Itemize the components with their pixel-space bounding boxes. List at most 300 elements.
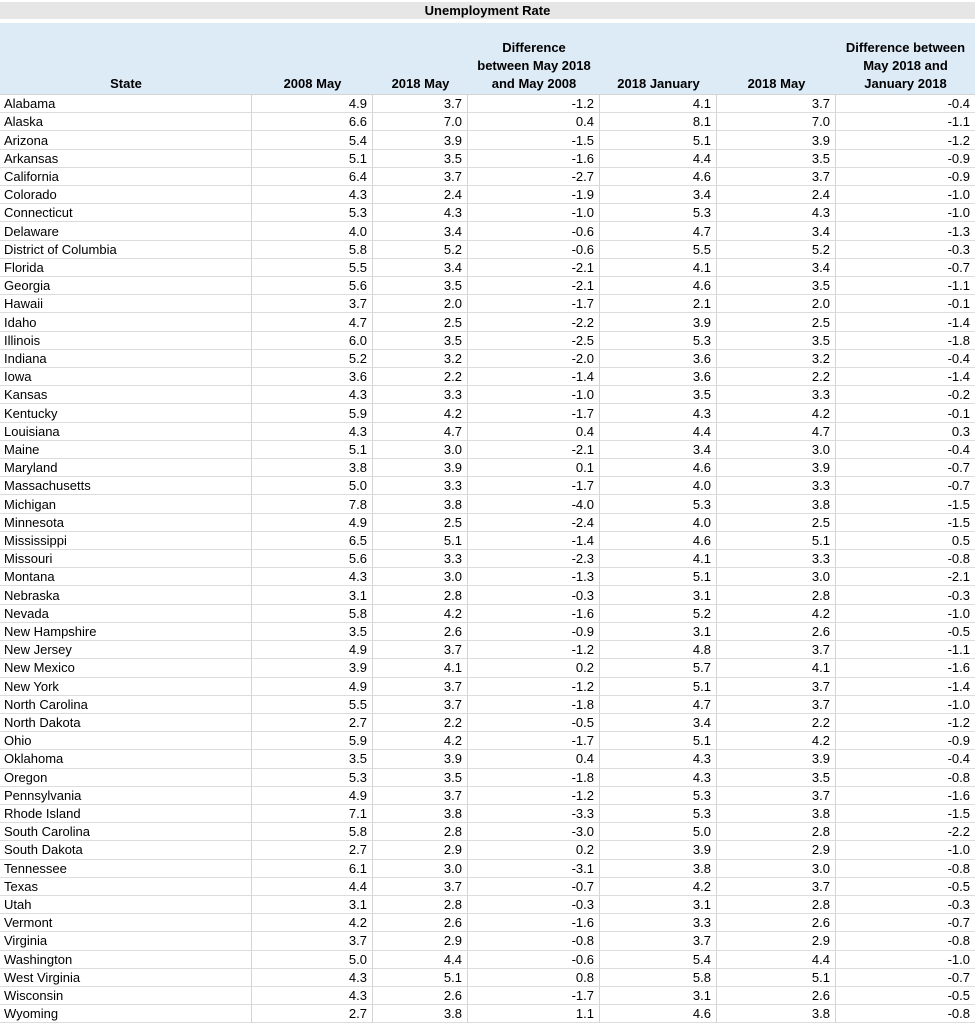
cell-value[interactable]: 3.9 — [600, 841, 717, 859]
cell-value[interactable]: -0.4 — [836, 750, 975, 768]
cell-value[interactable]: 5.3 — [252, 769, 373, 787]
cell-state[interactable]: California — [0, 168, 252, 186]
cell-value[interactable]: 3.9 — [373, 459, 468, 477]
cell-value[interactable]: 4.2 — [252, 914, 373, 932]
cell-value[interactable]: -0.7 — [836, 914, 975, 932]
cell-value[interactable]: -0.9 — [836, 168, 975, 186]
cell-value[interactable]: 2.2 — [717, 368, 836, 386]
cell-value[interactable]: -0.7 — [836, 459, 975, 477]
cell-state[interactable]: Maine — [0, 441, 252, 459]
cell-value[interactable]: 2.5 — [717, 313, 836, 331]
cell-value[interactable]: -0.5 — [836, 623, 975, 641]
cell-value[interactable]: 3.4 — [600, 714, 717, 732]
cell-value[interactable]: -0.7 — [468, 878, 600, 896]
cell-value[interactable]: -2.3 — [468, 550, 600, 568]
cell-value[interactable]: -1.6 — [468, 605, 600, 623]
cell-value[interactable]: -1.0 — [836, 204, 975, 222]
cell-value[interactable]: 3.7 — [717, 641, 836, 659]
cell-value[interactable]: -1.2 — [468, 95, 600, 113]
cell-value[interactable]: 3.8 — [373, 805, 468, 823]
cell-value[interactable]: 3.3 — [717, 477, 836, 495]
cell-value[interactable]: 2.2 — [373, 714, 468, 732]
cell-value[interactable]: 3.1 — [600, 896, 717, 914]
cell-value[interactable]: 2.5 — [717, 514, 836, 532]
cell-value[interactable]: 3.9 — [717, 750, 836, 768]
cell-state[interactable]: Rhode Island — [0, 805, 252, 823]
cell-value[interactable]: 4.3 — [717, 204, 836, 222]
cell-value[interactable]: 3.4 — [373, 259, 468, 277]
cell-state[interactable]: Arkansas — [0, 150, 252, 168]
cell-value[interactable]: 2.7 — [252, 714, 373, 732]
cell-value[interactable]: 2.0 — [373, 295, 468, 313]
cell-value[interactable]: 4.8 — [600, 641, 717, 659]
cell-value[interactable]: -2.1 — [468, 441, 600, 459]
cell-value[interactable]: 0.3 — [836, 423, 975, 441]
cell-value[interactable]: -0.8 — [468, 932, 600, 950]
cell-value[interactable]: 4.6 — [600, 459, 717, 477]
cell-state[interactable]: Vermont — [0, 914, 252, 932]
cell-value[interactable]: 0.8 — [468, 969, 600, 987]
cell-value[interactable]: -0.1 — [836, 295, 975, 313]
cell-value[interactable]: 2.9 — [717, 932, 836, 950]
cell-value[interactable]: 5.5 — [600, 241, 717, 259]
cell-value[interactable]: 0.2 — [468, 659, 600, 677]
cell-value[interactable]: -1.2 — [468, 678, 600, 696]
cell-state[interactable]: Iowa — [0, 368, 252, 386]
cell-value[interactable]: -1.6 — [836, 787, 975, 805]
cell-value[interactable]: 4.3 — [252, 386, 373, 404]
cell-value[interactable]: 3.0 — [717, 860, 836, 878]
cell-value[interactable]: -0.3 — [468, 586, 600, 604]
cell-value[interactable]: 3.9 — [600, 313, 717, 331]
cell-value[interactable]: -1.7 — [468, 732, 600, 750]
cell-value[interactable]: 4.7 — [600, 696, 717, 714]
cell-value[interactable]: 3.5 — [717, 277, 836, 295]
cell-value[interactable]: 5.1 — [600, 131, 717, 149]
cell-value[interactable]: -1.0 — [836, 605, 975, 623]
cell-state[interactable]: South Carolina — [0, 823, 252, 841]
cell-value[interactable]: 4.1 — [717, 659, 836, 677]
cell-value[interactable]: 3.8 — [717, 1005, 836, 1023]
cell-value[interactable]: 5.3 — [600, 332, 717, 350]
cell-value[interactable]: 3.3 — [373, 386, 468, 404]
cell-state[interactable]: Missouri — [0, 550, 252, 568]
cell-value[interactable]: 5.3 — [600, 805, 717, 823]
cell-value[interactable]: 3.5 — [717, 769, 836, 787]
cell-value[interactable]: -0.6 — [468, 951, 600, 969]
cell-value[interactable]: -1.5 — [836, 514, 975, 532]
cell-value[interactable]: 3.5 — [600, 386, 717, 404]
cell-value[interactable]: 3.7 — [373, 787, 468, 805]
cell-value[interactable]: 2.9 — [373, 932, 468, 950]
cell-value[interactable]: -0.4 — [836, 95, 975, 113]
cell-value[interactable]: -1.1 — [836, 277, 975, 295]
cell-value[interactable]: -0.8 — [836, 769, 975, 787]
cell-value[interactable]: -1.2 — [468, 641, 600, 659]
column-header[interactable]: Difference between May 2018 and January 2018 — [845, 40, 966, 91]
cell-state[interactable]: New Mexico — [0, 659, 252, 677]
cell-value[interactable]: -1.4 — [836, 678, 975, 696]
cell-value[interactable]: 5.9 — [252, 732, 373, 750]
cell-value[interactable]: 3.2 — [717, 350, 836, 368]
cell-value[interactable]: 4.3 — [600, 769, 717, 787]
cell-state[interactable]: South Dakota — [0, 841, 252, 859]
cell-state[interactable]: Illinois — [0, 332, 252, 350]
cell-value[interactable]: 3.1 — [600, 623, 717, 641]
cell-value[interactable]: 3.9 — [717, 131, 836, 149]
cell-state[interactable]: North Carolina — [0, 696, 252, 714]
cell-value[interactable]: -1.0 — [836, 841, 975, 859]
cell-value[interactable]: -1.5 — [836, 805, 975, 823]
cell-value[interactable]: 3.7 — [717, 696, 836, 714]
cell-value[interactable]: 4.9 — [252, 514, 373, 532]
cell-value[interactable]: -0.3 — [468, 896, 600, 914]
cell-value[interactable]: -1.4 — [468, 532, 600, 550]
cell-value[interactable]: 4.4 — [252, 878, 373, 896]
cell-value[interactable]: 3.6 — [600, 350, 717, 368]
cell-value[interactable]: 2.8 — [373, 896, 468, 914]
cell-value[interactable]: -0.5 — [836, 987, 975, 1005]
column-header[interactable]: 2008 May — [283, 76, 342, 91]
cell-value[interactable]: 2.6 — [717, 987, 836, 1005]
cell-value[interactable]: 5.1 — [252, 150, 373, 168]
cell-state[interactable]: Hawaii — [0, 295, 252, 313]
cell-value[interactable]: 0.4 — [468, 113, 600, 131]
cell-value[interactable]: 2.6 — [373, 623, 468, 641]
cell-value[interactable]: 4.3 — [252, 987, 373, 1005]
cell-value[interactable]: 0.4 — [468, 423, 600, 441]
cell-value[interactable]: 5.0 — [252, 951, 373, 969]
cell-value[interactable]: 5.3 — [600, 204, 717, 222]
cell-value[interactable]: -0.7 — [836, 259, 975, 277]
cell-state[interactable]: Indiana — [0, 350, 252, 368]
cell-value[interactable]: 3.7 — [717, 168, 836, 186]
cell-value[interactable]: 2.8 — [717, 823, 836, 841]
table-title[interactable]: Unemployment Rate — [0, 2, 975, 19]
cell-value[interactable]: 4.3 — [252, 969, 373, 987]
cell-value[interactable]: 3.6 — [252, 368, 373, 386]
cell-value[interactable]: 4.9 — [252, 787, 373, 805]
cell-value[interactable]: 6.0 — [252, 332, 373, 350]
cell-value[interactable]: -4.0 — [468, 495, 600, 513]
cell-value[interactable]: 3.7 — [373, 95, 468, 113]
cell-value[interactable]: 3.1 — [252, 896, 373, 914]
cell-value[interactable]: -2.1 — [836, 568, 975, 586]
cell-value[interactable]: 3.7 — [600, 932, 717, 950]
cell-value[interactable]: 3.8 — [373, 495, 468, 513]
cell-value[interactable]: 4.2 — [717, 404, 836, 422]
cell-value[interactable]: 3.7 — [373, 678, 468, 696]
cell-value[interactable]: 5.3 — [600, 495, 717, 513]
cell-value[interactable]: 4.3 — [373, 204, 468, 222]
cell-value[interactable]: -1.5 — [836, 495, 975, 513]
cell-value[interactable]: 3.5 — [252, 623, 373, 641]
cell-value[interactable]: 4.4 — [373, 951, 468, 969]
cell-value[interactable]: 6.4 — [252, 168, 373, 186]
cell-state[interactable]: Maryland — [0, 459, 252, 477]
cell-state[interactable]: Utah — [0, 896, 252, 914]
cell-value[interactable]: -2.2 — [836, 823, 975, 841]
cell-value[interactable]: -2.5 — [468, 332, 600, 350]
cell-value[interactable]: 4.9 — [252, 641, 373, 659]
cell-value[interactable]: 5.3 — [252, 204, 373, 222]
cell-value[interactable]: 7.0 — [717, 113, 836, 131]
cell-value[interactable]: 3.5 — [717, 150, 836, 168]
cell-value[interactable]: 4.6 — [600, 277, 717, 295]
cell-value[interactable]: 3.8 — [252, 459, 373, 477]
cell-value[interactable]: 4.7 — [717, 423, 836, 441]
cell-value[interactable]: 4.1 — [600, 95, 717, 113]
cell-value[interactable]: 2.2 — [717, 714, 836, 732]
cell-value[interactable]: 3.0 — [373, 568, 468, 586]
cell-state[interactable]: Wisconsin — [0, 987, 252, 1005]
cell-value[interactable]: -1.7 — [468, 404, 600, 422]
cell-state[interactable]: Kansas — [0, 386, 252, 404]
cell-value[interactable]: -2.0 — [468, 350, 600, 368]
cell-value[interactable]: 5.1 — [252, 441, 373, 459]
cell-state[interactable]: Pennsylvania — [0, 787, 252, 805]
cell-value[interactable]: 4.3 — [600, 404, 717, 422]
cell-state[interactable]: Alabama — [0, 95, 252, 113]
cell-value[interactable]: 4.2 — [717, 732, 836, 750]
cell-value[interactable]: 3.7 — [717, 95, 836, 113]
cell-value[interactable]: 3.3 — [717, 550, 836, 568]
cell-value[interactable]: -0.3 — [836, 896, 975, 914]
cell-state[interactable]: New Jersey — [0, 641, 252, 659]
cell-state[interactable]: District of Columbia — [0, 241, 252, 259]
cell-value[interactable]: 3.0 — [717, 568, 836, 586]
cell-value[interactable]: 5.2 — [600, 605, 717, 623]
cell-value[interactable]: 4.7 — [600, 222, 717, 240]
cell-value[interactable]: -0.6 — [468, 222, 600, 240]
cell-value[interactable]: 2.1 — [600, 295, 717, 313]
cell-value[interactable]: 5.2 — [252, 350, 373, 368]
cell-value[interactable]: 4.7 — [373, 423, 468, 441]
cell-value[interactable]: 2.9 — [717, 841, 836, 859]
cell-value[interactable]: -0.8 — [836, 1005, 975, 1023]
cell-value[interactable]: 3.1 — [252, 586, 373, 604]
cell-value[interactable]: 2.7 — [252, 1005, 373, 1023]
cell-value[interactable]: 3.7 — [252, 932, 373, 950]
cell-value[interactable]: -0.2 — [836, 386, 975, 404]
cell-value[interactable]: -1.4 — [468, 368, 600, 386]
cell-value[interactable]: -3.0 — [468, 823, 600, 841]
cell-value[interactable]: 3.1 — [600, 987, 717, 1005]
cell-value[interactable]: 0.1 — [468, 459, 600, 477]
cell-value[interactable]: -0.1 — [836, 404, 975, 422]
cell-value[interactable]: 4.4 — [600, 150, 717, 168]
cell-value[interactable]: 5.2 — [373, 241, 468, 259]
cell-value[interactable]: 3.4 — [373, 222, 468, 240]
cell-state[interactable]: Arizona — [0, 131, 252, 149]
cell-value[interactable]: 8.1 — [600, 113, 717, 131]
cell-value[interactable]: 5.4 — [252, 131, 373, 149]
column-header[interactable]: 2018 May — [747, 76, 806, 91]
column-header[interactable]: 2018 January — [617, 76, 700, 91]
cell-value[interactable]: 0.5 — [836, 532, 975, 550]
cell-value[interactable]: 3.0 — [373, 860, 468, 878]
cell-value[interactable]: -0.8 — [836, 932, 975, 950]
cell-state[interactable]: Kentucky — [0, 404, 252, 422]
cell-value[interactable]: -2.7 — [468, 168, 600, 186]
cell-value[interactable]: 4.9 — [252, 678, 373, 696]
cell-value[interactable]: -1.9 — [468, 186, 600, 204]
cell-value[interactable]: 2.9 — [373, 841, 468, 859]
cell-state[interactable]: Wyoming — [0, 1005, 252, 1023]
cell-value[interactable]: -1.1 — [836, 113, 975, 131]
cell-value[interactable]: -0.9 — [468, 623, 600, 641]
cell-value[interactable]: -1.7 — [468, 295, 600, 313]
cell-state[interactable]: Oklahoma — [0, 750, 252, 768]
cell-value[interactable]: 4.7 — [252, 313, 373, 331]
cell-value[interactable]: -1.2 — [836, 714, 975, 732]
cell-value[interactable]: 7.8 — [252, 495, 373, 513]
cell-value[interactable]: 4.1 — [600, 550, 717, 568]
cell-value[interactable]: 2.5 — [373, 313, 468, 331]
cell-state[interactable]: Tennessee — [0, 860, 252, 878]
cell-value[interactable]: 6.1 — [252, 860, 373, 878]
cell-value[interactable]: -3.1 — [468, 860, 600, 878]
cell-value[interactable]: 3.5 — [252, 750, 373, 768]
cell-value[interactable]: -1.4 — [836, 368, 975, 386]
cell-value[interactable]: -2.1 — [468, 277, 600, 295]
cell-value[interactable]: 2.7 — [252, 841, 373, 859]
cell-state[interactable]: Mississippi — [0, 532, 252, 550]
cell-value[interactable]: 4.1 — [373, 659, 468, 677]
cell-value[interactable]: -1.0 — [836, 186, 975, 204]
cell-value[interactable]: 3.5 — [373, 277, 468, 295]
cell-value[interactable]: 4.3 — [252, 186, 373, 204]
cell-value[interactable]: 2.6 — [373, 914, 468, 932]
cell-value[interactable]: 3.0 — [717, 441, 836, 459]
cell-value[interactable]: 5.8 — [252, 823, 373, 841]
cell-value[interactable]: -1.6 — [468, 914, 600, 932]
cell-value[interactable]: 4.6 — [600, 168, 717, 186]
cell-value[interactable]: 5.1 — [373, 969, 468, 987]
cell-value[interactable]: 3.8 — [717, 495, 836, 513]
cell-value[interactable]: 4.2 — [373, 732, 468, 750]
cell-value[interactable]: 3.5 — [373, 769, 468, 787]
cell-value[interactable]: -3.3 — [468, 805, 600, 823]
cell-value[interactable]: -1.8 — [836, 332, 975, 350]
cell-value[interactable]: -1.6 — [836, 659, 975, 677]
cell-state[interactable]: Georgia — [0, 277, 252, 295]
cell-value[interactable]: 6.6 — [252, 113, 373, 131]
cell-value[interactable]: 3.5 — [373, 150, 468, 168]
cell-value[interactable]: 2.8 — [373, 823, 468, 841]
cell-value[interactable]: 3.9 — [717, 459, 836, 477]
cell-value[interactable]: 3.9 — [373, 750, 468, 768]
cell-value[interactable]: 2.4 — [717, 186, 836, 204]
cell-state[interactable]: Oregon — [0, 769, 252, 787]
cell-value[interactable]: 3.7 — [717, 678, 836, 696]
cell-state[interactable]: Florida — [0, 259, 252, 277]
cell-value[interactable]: -1.3 — [836, 222, 975, 240]
cell-value[interactable]: 3.5 — [717, 332, 836, 350]
cell-value[interactable]: 4.3 — [252, 423, 373, 441]
cell-value[interactable]: 5.7 — [600, 659, 717, 677]
cell-value[interactable]: 3.6 — [600, 368, 717, 386]
cell-value[interactable]: -1.1 — [836, 641, 975, 659]
cell-value[interactable]: -1.2 — [468, 787, 600, 805]
cell-state[interactable]: Texas — [0, 878, 252, 896]
cell-value[interactable]: -1.4 — [836, 313, 975, 331]
cell-value[interactable]: 5.3 — [600, 787, 717, 805]
cell-value[interactable]: 3.3 — [717, 386, 836, 404]
cell-state[interactable]: Michigan — [0, 495, 252, 513]
cell-value[interactable]: 5.2 — [717, 241, 836, 259]
cell-value[interactable]: 3.7 — [373, 696, 468, 714]
cell-value[interactable]: 7.0 — [373, 113, 468, 131]
cell-value[interactable]: 3.7 — [717, 878, 836, 896]
cell-value[interactable]: 4.2 — [373, 404, 468, 422]
cell-value[interactable]: 3.0 — [373, 441, 468, 459]
cell-value[interactable]: -1.8 — [468, 769, 600, 787]
cell-value[interactable]: 3.9 — [252, 659, 373, 677]
cell-value[interactable]: -0.5 — [836, 878, 975, 896]
cell-value[interactable]: 5.6 — [252, 550, 373, 568]
cell-value[interactable]: -1.0 — [836, 951, 975, 969]
cell-value[interactable]: 3.7 — [717, 787, 836, 805]
cell-value[interactable]: 3.8 — [373, 1005, 468, 1023]
cell-value[interactable]: 3.8 — [600, 860, 717, 878]
cell-value[interactable]: 3.1 — [600, 586, 717, 604]
cell-value[interactable]: -0.7 — [836, 969, 975, 987]
cell-value[interactable]: 5.6 — [252, 277, 373, 295]
cell-value[interactable]: 3.7 — [373, 641, 468, 659]
cell-value[interactable]: -0.8 — [836, 860, 975, 878]
cell-value[interactable]: 4.2 — [373, 605, 468, 623]
cell-state[interactable]: New York — [0, 678, 252, 696]
cell-value[interactable]: 4.4 — [600, 423, 717, 441]
cell-value[interactable]: 3.7 — [252, 295, 373, 313]
cell-value[interactable]: 3.3 — [373, 477, 468, 495]
cell-value[interactable]: 4.2 — [600, 878, 717, 896]
cell-value[interactable]: 3.4 — [717, 259, 836, 277]
cell-value[interactable]: -1.0 — [468, 386, 600, 404]
cell-value[interactable]: 3.3 — [600, 914, 717, 932]
cell-value[interactable]: -1.2 — [836, 131, 975, 149]
cell-value[interactable]: 4.6 — [600, 532, 717, 550]
cell-state[interactable]: Virginia — [0, 932, 252, 950]
column-header[interactable]: Difference between May 2018 and May 2008 — [477, 40, 591, 91]
cell-value[interactable]: -0.9 — [836, 150, 975, 168]
cell-value[interactable]: 3.9 — [373, 131, 468, 149]
cell-value[interactable]: 5.5 — [252, 696, 373, 714]
cell-value[interactable]: 2.8 — [717, 896, 836, 914]
cell-value[interactable]: 5.1 — [600, 732, 717, 750]
cell-value[interactable]: 2.5 — [373, 514, 468, 532]
cell-value[interactable]: 4.4 — [717, 951, 836, 969]
cell-value[interactable]: 5.1 — [600, 568, 717, 586]
cell-value[interactable]: -1.6 — [468, 150, 600, 168]
cell-state[interactable]: Nevada — [0, 605, 252, 623]
cell-value[interactable]: -1.0 — [836, 696, 975, 714]
cell-value[interactable]: 5.9 — [252, 404, 373, 422]
cell-value[interactable]: 5.8 — [252, 605, 373, 623]
cell-value[interactable]: 4.3 — [600, 750, 717, 768]
cell-value[interactable]: -2.2 — [468, 313, 600, 331]
cell-state[interactable]: Washington — [0, 951, 252, 969]
cell-state[interactable]: North Dakota — [0, 714, 252, 732]
cell-value[interactable]: 2.6 — [717, 914, 836, 932]
cell-value[interactable]: 5.8 — [252, 241, 373, 259]
cell-value[interactable]: -1.7 — [468, 477, 600, 495]
cell-value[interactable]: -1.0 — [468, 204, 600, 222]
cell-state[interactable]: Idaho — [0, 313, 252, 331]
cell-value[interactable]: 2.6 — [373, 987, 468, 1005]
cell-value[interactable]: 5.5 — [252, 259, 373, 277]
